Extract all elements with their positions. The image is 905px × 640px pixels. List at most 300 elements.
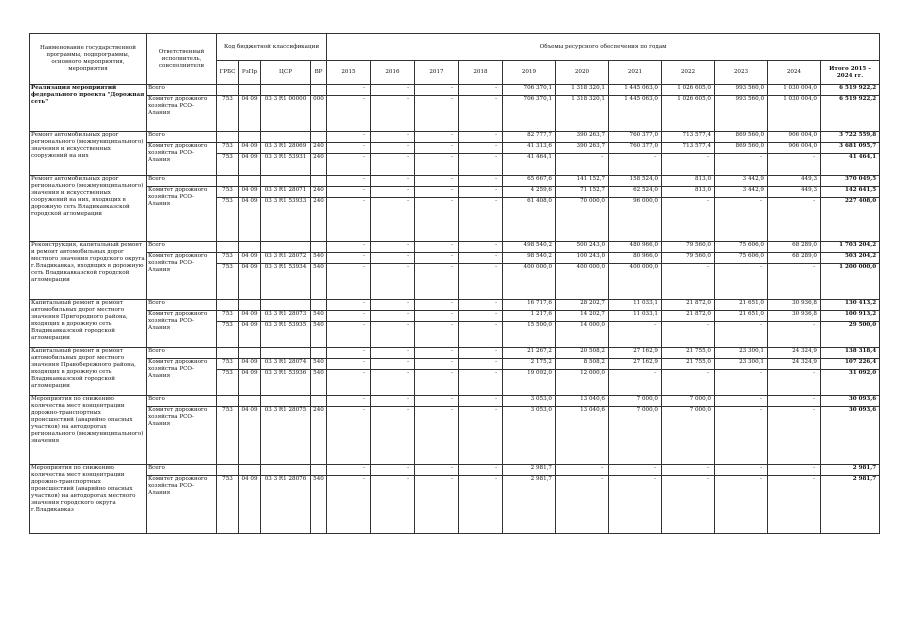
year-value: 12 000,0 (556, 370, 609, 396)
executor-cell: Комитет дорожного хозяйства РСО-Алания (147, 359, 217, 396)
year-value: 400 000,0 (503, 264, 556, 300)
rzpr-code: 04 09 (239, 187, 261, 198)
vr-code: 240 (311, 198, 327, 242)
year-value: - (415, 154, 459, 176)
year-value: - (459, 187, 503, 198)
year-value: 13 040,6 (556, 396, 609, 407)
year-value: - (415, 476, 459, 534)
year-value: - (371, 242, 415, 253)
header-year: 2023 (715, 61, 768, 85)
year-value: 7 000,0 (609, 396, 662, 407)
year-value: - (609, 476, 662, 534)
csr-code: 03 3 R1 28071 (261, 187, 311, 198)
rzpr-code: 04 09 (239, 264, 261, 300)
header-name: Наименование государственной программы, подпрограммы, основного мероприятия, мероприятия (30, 34, 147, 85)
total-value: 503 204,2 (821, 253, 880, 264)
executor-cell: Всего (147, 132, 217, 143)
vr-code: 240 (311, 187, 327, 198)
header-year: 2017 (415, 61, 459, 85)
year-value: 906 004,0 (768, 143, 821, 154)
year-value: 713 577,4 (662, 143, 715, 154)
rzpr-code: 04 09 (239, 311, 261, 322)
year-value: 8 508,2 (556, 359, 609, 370)
year-value: - (327, 253, 371, 264)
total-value: 130 413,2 (821, 300, 880, 311)
year-value: 869 560,0 (715, 132, 768, 143)
table-row (30, 348, 880, 359)
total-value: 1 703 204,2 (821, 242, 880, 253)
year-value: 100 243,0 (556, 253, 609, 264)
year-value: 71 152,7 (556, 187, 609, 198)
rzpr-code: 04 09 (239, 407, 261, 465)
year-value: - (415, 264, 459, 300)
budget-document-page (29, 33, 877, 534)
total-value: 41 464,1 (821, 154, 880, 176)
year-value: 21 651,0 (715, 311, 768, 322)
year-value: 1 026 605,0 (662, 85, 715, 96)
year-value: - (715, 370, 768, 396)
vr-code: 540 (311, 253, 327, 264)
year-value: 158 524,0 (609, 176, 662, 187)
total-value: 6 519 922,2 (821, 85, 880, 96)
year-value: 498 540,2 (503, 242, 556, 253)
measure-name: Мероприятия по снижению количества мест концентрации дорожно-транспортных происшествий (аварийно опасных участков) на автодорогах регионального (межмуниципального) значения (30, 396, 147, 465)
year-value: 68 289,0 (768, 253, 821, 264)
year-value: - (415, 322, 459, 348)
year-value: 2 981,7 (503, 476, 556, 534)
executor-cell: Всего (147, 176, 217, 187)
year-value: 41 313,6 (503, 143, 556, 154)
resource-allocation-table (29, 33, 880, 534)
total-value: 1 200 000,0 (821, 264, 880, 300)
year-value: - (327, 370, 371, 396)
year-value: - (371, 322, 415, 348)
year-value: - (459, 311, 503, 322)
header-budget-code: Код бюджетной классификации (217, 34, 327, 61)
year-value: 13 040,6 (556, 407, 609, 465)
executor-cell: Комитет дорожного хозяйства РСО-Алания (147, 253, 217, 300)
year-value: - (327, 300, 371, 311)
year-value: - (715, 476, 768, 534)
total-value: 31 092,0 (821, 370, 880, 396)
year-value: - (768, 407, 821, 465)
table-row (30, 85, 880, 96)
vr-code: 540 (311, 476, 327, 534)
year-value: - (459, 85, 503, 96)
vr-code: 540 (311, 359, 327, 370)
table-row (30, 311, 880, 322)
year-value: - (371, 187, 415, 198)
year-value: 41 464,1 (503, 154, 556, 176)
year-value: 15 500,0 (503, 322, 556, 348)
year-value: - (459, 396, 503, 407)
year-value: - (371, 253, 415, 264)
header-rzpr: РзПр (239, 61, 261, 85)
grbs-code: 753 (217, 322, 239, 348)
year-value: - (715, 264, 768, 300)
year-value: - (459, 407, 503, 465)
header-year: 2016 (371, 61, 415, 85)
rzpr-code: 04 09 (239, 322, 261, 348)
csr-code (261, 465, 311, 476)
table-row (30, 396, 880, 407)
vr-code (311, 85, 327, 96)
header-executor: Ответственный исполнитель, соисполнители (147, 34, 217, 85)
rzpr-code: 04 09 (239, 253, 261, 264)
grbs-code: 753 (217, 198, 239, 242)
year-value: 813,0 (662, 176, 715, 187)
grbs-code: 753 (217, 96, 239, 132)
total-value: 138 318,4 (821, 348, 880, 359)
year-value: - (415, 348, 459, 359)
year-value: - (715, 154, 768, 176)
csr-code (261, 300, 311, 311)
grbs-code (217, 242, 239, 253)
total-value: 30 093,6 (821, 396, 880, 407)
total-value: 29 500,0 (821, 322, 880, 348)
year-value: 1 445 063,0 (609, 85, 662, 96)
csr-code: 03 3 R1 28074 (261, 359, 311, 370)
vr-code (311, 396, 327, 407)
year-value: 68 289,0 (768, 242, 821, 253)
rzpr-code (239, 85, 261, 96)
year-value: 14 202,7 (556, 311, 609, 322)
year-value: 706 370,1 (503, 96, 556, 132)
year-value: 21 755,0 (662, 359, 715, 370)
year-value: - (459, 143, 503, 154)
grbs-code (217, 348, 239, 359)
executor-cell: Всего (147, 85, 217, 96)
csr-code (261, 132, 311, 143)
year-value: 61 408,0 (503, 198, 556, 242)
year-value: 21 651,0 (715, 300, 768, 311)
year-value: - (371, 359, 415, 370)
year-value: 1 026 605,0 (662, 96, 715, 132)
grbs-code (217, 465, 239, 476)
year-value: - (415, 253, 459, 264)
total-value: 227 408,0 (821, 198, 880, 242)
executor-cell: Всего (147, 348, 217, 359)
vr-code: 000 (311, 96, 327, 132)
executor-cell: Всего (147, 465, 217, 476)
year-value: 3 053,0 (503, 407, 556, 465)
year-value: - (415, 311, 459, 322)
grbs-code: 753 (217, 154, 239, 176)
year-value: - (459, 370, 503, 396)
year-value: - (371, 348, 415, 359)
header-year: 2019 (503, 61, 556, 85)
year-value: 4 259,6 (503, 187, 556, 198)
year-value: 11 033,1 (609, 311, 662, 322)
vr-code (311, 242, 327, 253)
year-value: - (715, 407, 768, 465)
total-value: 107 226,4 (821, 359, 880, 370)
csr-code (261, 242, 311, 253)
table-row (30, 96, 880, 132)
executor-cell: Всего (147, 242, 217, 253)
year-value: 390 263,7 (556, 143, 609, 154)
total-value: 2 981,7 (821, 476, 880, 534)
total-value: 6 519 922,2 (821, 96, 880, 132)
year-value: - (371, 476, 415, 534)
vr-code: 540 (311, 322, 327, 348)
table-row (30, 465, 880, 476)
year-value: 23 300,1 (715, 359, 768, 370)
year-value: 79 560,0 (662, 242, 715, 253)
year-value: - (327, 359, 371, 370)
year-value: - (609, 370, 662, 396)
table-row (30, 300, 880, 311)
year-value: 7 000,0 (662, 407, 715, 465)
measure-name: Капитальный ремонт и ремонт автомобильных дорог местного значения Пригородного района, входящих в дорожную сеть Владикавказской городской агломерации (30, 300, 147, 348)
csr-code: 03 3 R1 53934 (261, 264, 311, 300)
year-value: - (327, 396, 371, 407)
rzpr-code: 04 09 (239, 96, 261, 132)
csr-code: 03 3 R1 53933 (261, 198, 311, 242)
rzpr-code (239, 132, 261, 143)
csr-code (261, 176, 311, 187)
year-value: 480 966,0 (609, 242, 662, 253)
year-value: 7 000,0 (662, 396, 715, 407)
year-value: - (715, 322, 768, 348)
year-value: 3 053,0 (503, 396, 556, 407)
year-value: - (415, 143, 459, 154)
year-value: - (715, 396, 768, 407)
year-value: - (768, 198, 821, 242)
grbs-code: 753 (217, 370, 239, 396)
year-value: - (371, 311, 415, 322)
year-value: 993 560,0 (715, 96, 768, 132)
year-value: 21 755,0 (662, 348, 715, 359)
table-row (30, 253, 880, 264)
year-value: - (371, 264, 415, 300)
year-value: 27 162,9 (609, 348, 662, 359)
total-value: 3 681 095,7 (821, 143, 880, 154)
year-value: - (327, 264, 371, 300)
vr-code: 540 (311, 370, 327, 396)
year-value: 760 377,0 (609, 143, 662, 154)
rzpr-code: 04 09 (239, 154, 261, 176)
year-value: 7 000,0 (609, 407, 662, 465)
year-value: - (327, 154, 371, 176)
year-value: - (459, 132, 503, 143)
rzpr-code (239, 242, 261, 253)
year-value: 1 318 320,1 (556, 85, 609, 96)
grbs-code: 753 (217, 264, 239, 300)
year-value: 813,0 (662, 187, 715, 198)
year-value: 2 981,7 (503, 465, 556, 476)
vr-code: 540 (311, 311, 327, 322)
year-value: - (459, 253, 503, 264)
year-value: 96 000,0 (609, 198, 662, 242)
year-value: - (327, 143, 371, 154)
measure-name: Ремонт автомобильных дорог регионального (межмуниципального) значения и искусственных сооружений на них (30, 132, 147, 176)
year-value: - (415, 396, 459, 407)
year-value: - (371, 407, 415, 465)
vr-code (311, 348, 327, 359)
year-value: - (459, 198, 503, 242)
year-value: - (662, 154, 715, 176)
rzpr-code (239, 348, 261, 359)
grbs-code: 753 (217, 359, 239, 370)
year-value: - (459, 476, 503, 534)
header-year: 2018 (459, 61, 503, 85)
rzpr-code: 04 09 (239, 143, 261, 154)
year-value: 141 152,7 (556, 176, 609, 187)
total-value: 100 913,2 (821, 311, 880, 322)
csr-code: 03 3 R1 28069 (261, 143, 311, 154)
year-value: - (371, 300, 415, 311)
year-value: - (327, 176, 371, 187)
year-value: 27 162,9 (609, 359, 662, 370)
year-value: - (371, 154, 415, 176)
year-value: - (327, 407, 371, 465)
year-value: - (459, 264, 503, 300)
year-value: - (415, 242, 459, 253)
rzpr-code (239, 176, 261, 187)
year-value: 449,3 (768, 176, 821, 187)
year-value: - (415, 176, 459, 187)
year-value: 993 560,0 (715, 85, 768, 96)
vr-code (311, 176, 327, 187)
grbs-code: 753 (217, 143, 239, 154)
total-value: 2 981,7 (821, 465, 880, 476)
year-value: - (415, 198, 459, 242)
year-value: 390 263,7 (556, 132, 609, 143)
vr-code (311, 465, 327, 476)
rzpr-code (239, 300, 261, 311)
year-value: - (371, 132, 415, 143)
year-value: 16 717,6 (503, 300, 556, 311)
grbs-code (217, 176, 239, 187)
header-volume: Объемы ресурсного обеспечения по годам (327, 34, 880, 61)
year-value: - (415, 96, 459, 132)
header-year: 2015 (327, 61, 371, 85)
year-value: - (609, 322, 662, 348)
rzpr-code (239, 396, 261, 407)
year-value: - (768, 465, 821, 476)
year-value: - (371, 396, 415, 407)
table-row (30, 176, 880, 187)
grbs-code (217, 300, 239, 311)
executor-cell: Всего (147, 396, 217, 407)
year-value: - (768, 370, 821, 396)
year-value: 869 560,0 (715, 143, 768, 154)
grbs-code: 753 (217, 407, 239, 465)
year-value: 28 202,7 (556, 300, 609, 311)
year-value: 400 000,0 (556, 264, 609, 300)
year-value: 20 508,2 (556, 348, 609, 359)
header-year: 2021 (609, 61, 662, 85)
year-value: 713 577,4 (662, 132, 715, 143)
year-value: - (662, 465, 715, 476)
rzpr-code: 04 09 (239, 370, 261, 396)
csr-code: 03 3 R1 28075 (261, 407, 311, 465)
year-value: - (415, 187, 459, 198)
table-row (30, 187, 880, 198)
table-row (30, 242, 880, 253)
total-value: 30 093,6 (821, 407, 880, 465)
executor-cell: Комитет дорожного хозяйства РСО-Алания (147, 187, 217, 242)
year-value: - (459, 465, 503, 476)
rzpr-code: 04 09 (239, 476, 261, 534)
year-value: 62 524,0 (609, 187, 662, 198)
year-value: - (415, 465, 459, 476)
year-value: - (371, 465, 415, 476)
header-year: 2024 (768, 61, 821, 85)
year-value: 21 872,0 (662, 311, 715, 322)
year-value: - (556, 154, 609, 176)
year-value: - (768, 264, 821, 300)
year-value: 11 033,1 (609, 300, 662, 311)
header-grbs: ГРБС (217, 61, 239, 85)
year-value: - (371, 96, 415, 132)
year-value: - (768, 154, 821, 176)
year-value: - (715, 198, 768, 242)
year-value: - (556, 476, 609, 534)
grbs-code (217, 85, 239, 96)
year-value: - (609, 154, 662, 176)
year-value: - (415, 359, 459, 370)
year-value: - (662, 476, 715, 534)
year-value: 2 175,2 (503, 359, 556, 370)
year-value: - (327, 187, 371, 198)
grbs-code: 753 (217, 187, 239, 198)
year-value: 3 442,9 (715, 176, 768, 187)
executor-cell: Всего (147, 300, 217, 311)
grbs-code (217, 132, 239, 143)
year-value: 82 777,7 (503, 132, 556, 143)
year-value: - (556, 465, 609, 476)
year-value: - (327, 96, 371, 132)
csr-code: 03 3 R1 28076 (261, 476, 311, 534)
header-year: 2022 (662, 61, 715, 85)
grbs-code: 753 (217, 311, 239, 322)
vr-code: 240 (311, 143, 327, 154)
executor-cell: Комитет дорожного хозяйства РСО-Алания (147, 311, 217, 348)
year-value: - (459, 359, 503, 370)
year-value: - (459, 154, 503, 176)
measure-name: Капитальный ремонт и ремонт автомобильных дорог местного значения Правобережного района, входящих в дорожную сеть Владикавказской городской агломерации (30, 348, 147, 396)
header-year: 2020 (556, 61, 609, 85)
grbs-code: 753 (217, 253, 239, 264)
year-value: - (415, 132, 459, 143)
year-value: - (415, 407, 459, 465)
vr-code: 240 (311, 407, 327, 465)
rzpr-code: 04 09 (239, 359, 261, 370)
header-csr: ЦСР (261, 61, 311, 85)
rzpr-code (239, 465, 261, 476)
year-value: - (662, 264, 715, 300)
year-value: 30 936,8 (768, 311, 821, 322)
year-value: - (327, 465, 371, 476)
table-row (30, 407, 880, 465)
year-value: 24 324,9 (768, 348, 821, 359)
csr-code (261, 85, 311, 96)
year-value: - (371, 198, 415, 242)
year-value: - (459, 322, 503, 348)
year-value: 760 377,0 (609, 132, 662, 143)
vr-code (311, 132, 327, 143)
year-value: - (459, 300, 503, 311)
year-value: 75 606,0 (715, 242, 768, 253)
measure-name: Мероприятия по снижению количества мест концентрации дорожно-транспортных происшествий (аварийно опасных участков) на автодорогах местного значения городского округа г.Владикавказ (30, 465, 147, 534)
year-value: 1 030 004,0 (768, 96, 821, 132)
year-value: 24 324,9 (768, 359, 821, 370)
year-value: 30 936,8 (768, 300, 821, 311)
year-value: 19 092,0 (503, 370, 556, 396)
year-value: 65 667,6 (503, 176, 556, 187)
